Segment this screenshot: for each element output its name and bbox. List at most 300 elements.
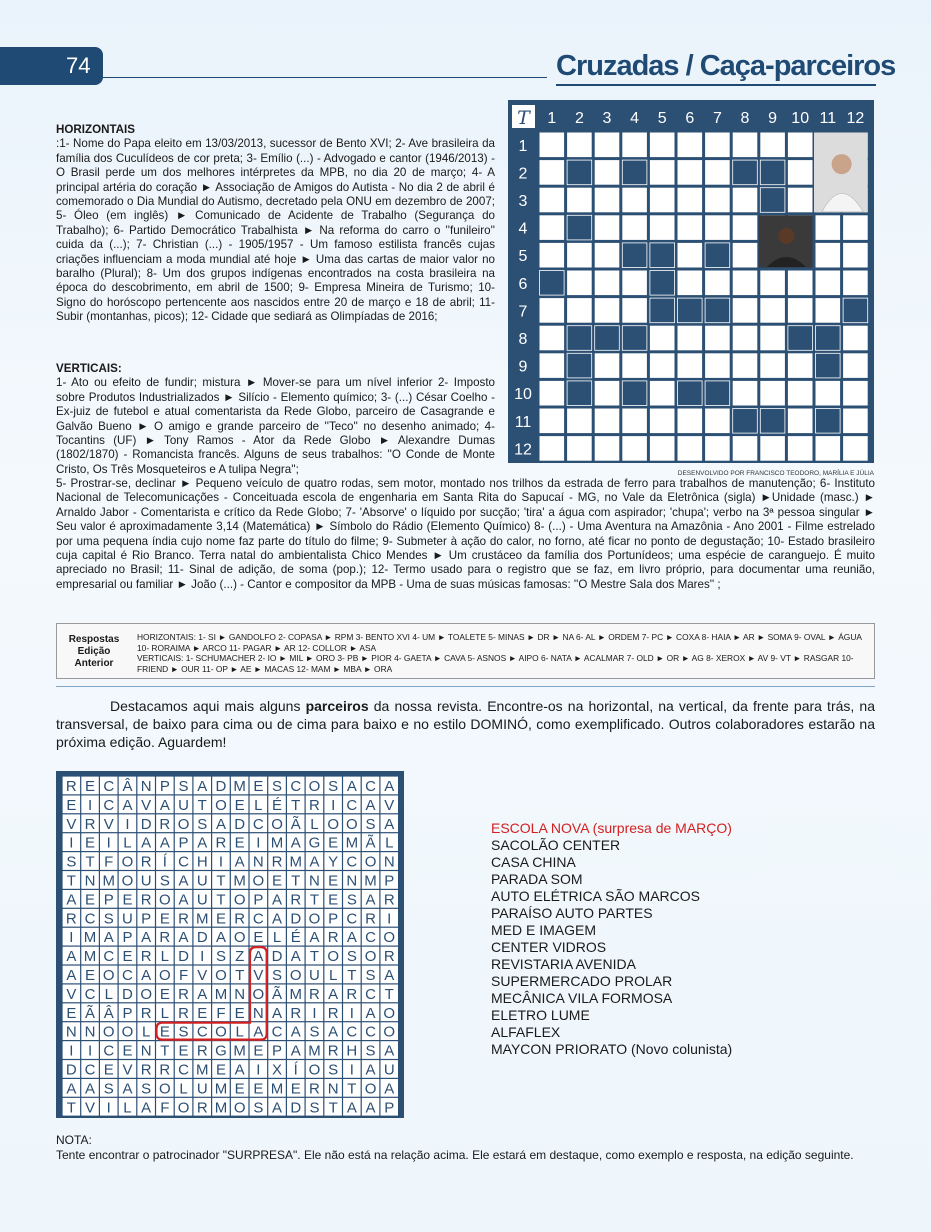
crossword-col-label: 4 (630, 110, 640, 127)
wordsearch-letter: V (103, 815, 114, 833)
wordsearch-letter: N (252, 853, 264, 871)
wordsearch-letter: N (65, 1023, 77, 1041)
crossword-cell[interactable] (595, 381, 620, 406)
wordsearch-letter: O (308, 1061, 321, 1079)
wordsearch-letter: A (365, 1099, 376, 1117)
crossword-cell[interactable] (705, 271, 730, 296)
crossword-cell[interactable] (788, 160, 813, 185)
wordsearch-letter: R (309, 1080, 320, 1098)
crossword-cell[interactable] (788, 353, 813, 378)
crossword-cell[interactable] (733, 381, 758, 406)
header-divider (103, 77, 547, 78)
wordsearch-letter: L (123, 834, 132, 852)
wordsearch-letter: A (290, 1023, 301, 1041)
wordsearch-letter: N (327, 1080, 339, 1098)
wordsearch-letter: É (272, 796, 283, 814)
crossword-cell[interactable] (540, 326, 565, 351)
wordsearch-letter: V (197, 966, 208, 984)
wordsearch-letter: D (178, 948, 189, 966)
wordsearch-letter: F (178, 966, 189, 984)
crossword-cell[interactable] (705, 188, 730, 213)
wordsearch-letter: C (365, 1023, 376, 1041)
crossword-cell[interactable] (540, 409, 565, 434)
crossword-cell[interactable] (622, 271, 647, 296)
crossword-cell[interactable] (622, 188, 647, 213)
wordsearch-letter: D (290, 1099, 302, 1117)
wordsearch-letter: V (384, 796, 395, 814)
crossword-cell[interactable] (843, 215, 868, 240)
wordsearch-letter: A (215, 929, 226, 947)
previous-answers-vertical: VERTICAIS: 1- SCHUMACHER 2- IO ► MIL ► ORO 3- PB ► PIOR 4- GAETA ► CAVA 5- ASNOS ► AIPO 6- NATA ► ACALMAR 7- OLD ► OR ► AG 8- XEROX ► AV 9- VT ► RASGAR 10- FRIEND ► OUR 11- OP ► AE ► MACAS 12- MAM ► MBA ► ORA (137, 653, 854, 674)
wordsearch-letter: R (140, 1061, 152, 1079)
crossword-black-cell (622, 243, 647, 268)
crossword-col-label: 1 (547, 110, 557, 127)
wordsearch-letter: C (84, 910, 96, 928)
crossword-cell[interactable] (567, 243, 592, 268)
wordsearch-letter: A (197, 834, 208, 852)
crossword-cell[interactable] (540, 298, 565, 323)
crossword-cell[interactable] (595, 271, 620, 296)
wordsearch-letter: U (122, 910, 133, 928)
crossword-cell[interactable] (622, 436, 647, 461)
wordsearch-letter: Í (293, 1061, 298, 1079)
crossword-cell[interactable] (540, 436, 565, 461)
crossword-cell[interactable] (595, 188, 620, 213)
wordsearch-letter: G (215, 1042, 227, 1060)
wordsearch-letter: R (140, 948, 152, 966)
crossword-cell[interactable] (843, 353, 868, 378)
wordsearch-letter: R (196, 1042, 208, 1060)
wordsearch-letter: C (346, 1023, 358, 1041)
crossword-cell[interactable] (540, 160, 565, 185)
crossword-row-label: 12 (514, 441, 532, 459)
crossword-cell[interactable] (622, 133, 647, 158)
wordsearch-letter: M (345, 834, 359, 852)
wordsearch-letter: E (234, 796, 245, 814)
wordsearch-letter: D (271, 948, 283, 966)
crossword-cell[interactable] (622, 409, 647, 434)
crossword-cell[interactable] (678, 215, 703, 240)
wordsearch-letter: U (196, 872, 208, 890)
crossword-cell[interactable] (705, 436, 730, 461)
crossword-cell[interactable] (678, 243, 703, 268)
crossword-cell[interactable] (816, 436, 841, 461)
crossword-cell[interactable] (540, 353, 565, 378)
wordsearch-letter: L (328, 966, 338, 984)
intro-text-bold: parceiros (305, 698, 369, 714)
wordsearch-letter: A (85, 1080, 96, 1098)
wordsearch-intro (56, 697, 875, 751)
crossword-cell[interactable] (622, 353, 647, 378)
crossword-logo-glyph: T (517, 107, 530, 129)
crossword-cell[interactable] (843, 409, 868, 434)
crossword-cell[interactable] (540, 243, 565, 268)
wordsearch-letter: V (122, 1061, 133, 1079)
wordsearch-letter: I (256, 1061, 261, 1079)
crossword-cell[interactable] (650, 381, 675, 406)
crossword-black-cell (678, 298, 703, 323)
crossword-cell[interactable] (788, 133, 813, 158)
wordsearch-letter: D (122, 985, 133, 1003)
crossword-cell[interactable] (678, 326, 703, 351)
wordsearch-letter: P (253, 891, 264, 909)
wordsearch-letter: O (327, 948, 339, 966)
wordsearch-letter: M (214, 985, 228, 1003)
crossword-cell[interactable] (595, 215, 620, 240)
wordsearch-letter: A (272, 1004, 283, 1022)
wordsearch-letter: A (272, 910, 283, 928)
crossword-cell[interactable] (678, 409, 703, 434)
sponsor-item: ESCOLA NOVA (surpresa de MARÇO) (491, 820, 732, 836)
wordsearch-letter: C (103, 777, 115, 795)
wordsearch-letter: S (215, 948, 226, 966)
wordsearch-letter: S (328, 1061, 339, 1079)
crossword-cell[interactable] (705, 409, 730, 434)
vertical-clues (56, 362, 495, 477)
crossword-cell[interactable] (678, 271, 703, 296)
crossword-row-label: 3 (518, 193, 528, 210)
crossword-cell[interactable] (678, 160, 703, 185)
wordsearch-letter: A (253, 948, 264, 966)
crossword-col-label: 8 (740, 110, 750, 127)
crossword-black-cell (705, 298, 730, 323)
crossword-cell[interactable] (540, 381, 565, 406)
wordsearch-letter: U (309, 966, 320, 984)
wordsearch-letter: A (197, 985, 208, 1003)
crossword-cell[interactable] (733, 298, 758, 323)
crossword-cell[interactable] (650, 409, 675, 434)
wordsearch-letter: R (346, 985, 358, 1003)
crossword-black-cell (760, 160, 785, 185)
sponsor-item: PARAÍSO AUTO PARTES (491, 905, 653, 921)
crossword-cell[interactable] (816, 381, 841, 406)
wordsearch-letter: C (84, 985, 96, 1003)
wordsearch-letter: T (66, 872, 76, 890)
crossword-cell[interactable] (816, 243, 841, 268)
wordsearch-letter: X (272, 1061, 283, 1079)
wordsearch-letter: A (215, 815, 226, 833)
wordsearch-letter: T (235, 966, 245, 984)
wordsearch-letter: Â (103, 1004, 114, 1022)
wordsearch-letter: A (141, 1099, 152, 1117)
wordsearch-letter: S (365, 1042, 376, 1060)
crossword-col-label: 12 (846, 110, 865, 127)
wordsearch-letter: M (196, 910, 209, 928)
wordsearch-letter: R (178, 910, 189, 928)
crossword-cell[interactable] (678, 353, 703, 378)
nota-label: NOTA: (56, 1133, 92, 1147)
nota (56, 1133, 875, 1163)
crossword-cell[interactable] (595, 409, 620, 434)
crossword-cell[interactable] (843, 326, 868, 351)
wordsearch-letter: Ã (290, 815, 301, 833)
crossword-cell[interactable] (650, 160, 675, 185)
crossword-cell[interactable] (650, 326, 675, 351)
crossword-cell[interactable] (843, 381, 868, 406)
previous-answers-horizontal: HORIZONTAIS: 1- SI ► GANDOLFO 2- COPASA ► RPM 3- BENTO XVI 4- UM ► TOALETE 5- MINAS ► DR ► NA 6- AL ► ORDEM 7- PC ► COXA 8- HAIA ► AR ► SOMA 9- OVAL ► ÁGUA 10- RORAIMA ► ARCO 11- PAGAR ► AR 12- COLLOR ► ASA (137, 632, 862, 653)
wordsearch-letter: O (327, 815, 339, 833)
crossword-cell[interactable] (705, 160, 730, 185)
crossword-cell[interactable] (705, 353, 730, 378)
wordsearch-letter: R (178, 985, 189, 1003)
wordsearch-letter: A (141, 929, 152, 947)
wordsearch-letter: O (159, 1080, 171, 1098)
pope-photo (814, 133, 868, 213)
crossword-cell[interactable] (788, 409, 813, 434)
wordsearch-letter: T (347, 966, 357, 984)
wordsearch-letter: C (178, 1061, 189, 1079)
wordsearch-letter: U (383, 1061, 395, 1079)
crossword-cell[interactable] (733, 436, 758, 461)
wordsearch-letter: A (178, 929, 189, 947)
wordsearch-letter: N (383, 853, 395, 871)
crossword-black-cell (816, 326, 841, 351)
crossword-cell[interactable] (650, 353, 675, 378)
wordsearch-letter: A (290, 834, 301, 852)
crossword-cell[interactable] (788, 436, 813, 461)
crossword-cell[interactable] (650, 436, 675, 461)
wordsearch-letter: A (234, 853, 245, 871)
wordsearch-letter: I (200, 948, 205, 966)
wordsearch-letter: E (197, 1004, 208, 1022)
crossword-cell[interactable] (788, 271, 813, 296)
wordsearch-letter: C (103, 948, 115, 966)
wordsearch-letter: P (159, 777, 170, 795)
wordsearch-letter: E (272, 872, 283, 890)
wordsearch-letter: L (160, 948, 170, 966)
previous-answers-text (137, 632, 867, 674)
wordsearch-letter: I (256, 834, 261, 852)
wordsearch-letter: E (103, 1061, 114, 1079)
wordsearch-letter: C (103, 1042, 115, 1060)
crossword-cell[interactable] (622, 215, 647, 240)
wordsearch-letter: E (159, 985, 170, 1003)
crossword-cell[interactable] (595, 436, 620, 461)
wordsearch-letter: A (384, 966, 395, 984)
wordsearch-letter: I (349, 1004, 354, 1022)
horizontal-heading: HORIZONTAIS (56, 123, 136, 136)
wordsearch-letter: S (253, 1099, 264, 1117)
horizontal-clues (56, 123, 495, 325)
wordsearch-letter: I (69, 1042, 74, 1060)
crossword-cell[interactable] (567, 436, 592, 461)
crossword-black-cell (650, 298, 675, 323)
crossword-cell[interactable] (733, 243, 758, 268)
crossword-cell[interactable] (650, 215, 675, 240)
wordsearch-letter: A (346, 1099, 357, 1117)
wordsearch-letter: S (328, 777, 339, 795)
wordsearch-letter: A (309, 929, 320, 947)
previous-answers-label: Respostas Edição Anterior (68, 634, 120, 669)
wordsearch-letter: A (328, 985, 339, 1003)
wordsearch-letter: E (215, 1061, 226, 1079)
wordsearch-letter: N (140, 1042, 152, 1060)
crossword-cell[interactable] (816, 298, 841, 323)
wordsearch-letter: E (85, 891, 96, 909)
crossword-cell[interactable] (595, 243, 620, 268)
crossword-cell[interactable] (650, 133, 675, 158)
crossword-cell[interactable] (567, 188, 592, 213)
crossword-cell[interactable] (843, 243, 868, 268)
crossword-black-cell (760, 188, 785, 213)
crossword-cell[interactable] (705, 326, 730, 351)
wordsearch-letter: R (309, 985, 320, 1003)
wordsearch-letter: R (140, 891, 152, 909)
wordsearch-letter: Ã (365, 834, 376, 852)
wordsearch-letter: P (384, 872, 395, 890)
wordsearch-letter: O (233, 1099, 246, 1117)
wordsearch-letter: A (365, 891, 376, 909)
crossword-cell[interactable] (540, 215, 565, 240)
crossword-cell[interactable] (678, 188, 703, 213)
wordsearch-letter: R (84, 815, 96, 833)
wordsearch-letter: S (309, 1099, 320, 1117)
wordsearch-letter: O (215, 966, 227, 984)
wordsearch-letter: A (178, 891, 189, 909)
crossword-cell[interactable] (816, 215, 841, 240)
wordsearch-letter: R (290, 891, 302, 909)
wordsearch-letter: Â (122, 777, 133, 795)
wordsearch-letter: C (178, 853, 189, 871)
wordsearch-letter: R (365, 910, 376, 928)
wordsearch-letter: N (140, 777, 152, 795)
crossword-cell[interactable] (816, 271, 841, 296)
crossword-cell[interactable] (733, 353, 758, 378)
wordsearch-letter: A (253, 1023, 264, 1041)
crossword-cell[interactable] (678, 436, 703, 461)
crossword-black-cell (540, 271, 565, 296)
wordsearch-letter: S (346, 891, 357, 909)
wordsearch-letter: L (254, 796, 263, 814)
wordsearch-letter: E (85, 834, 96, 852)
wordsearch-letter: A (346, 777, 357, 795)
wordsearch-letter: C (271, 1023, 283, 1041)
singer-photo (759, 215, 813, 267)
crossword-cell[interactable] (760, 353, 785, 378)
crossword-cell[interactable] (733, 326, 758, 351)
wordsearch-letter: R (65, 777, 77, 795)
wordsearch-letter: A (365, 1004, 376, 1022)
wordsearch-letter: A (346, 929, 357, 947)
crossword-cell[interactable] (678, 133, 703, 158)
wordsearch-letter: C (290, 777, 302, 795)
wordsearch-letter: I (106, 834, 111, 852)
crossword-black-cell (760, 409, 785, 434)
crossword-cell[interactable] (567, 271, 592, 296)
wordsearch-letter: N (234, 985, 246, 1003)
vertical-clues-continued: 5- Prostrar-se, declinar ► Pequeno veículo de quatro rodas, sem motor, montado nos trilhos da estrada de ferro para trabalhos de manutenção; 6- Instituto Nacional de Telecomunicações - Conceituada escola de engenharia em Santa Rita do Sapucaí - MG, no Vale da Eletrônica (sigla) ►Unidade (masc.) ► Arnaldo Jabor - Comentarista e crítico da Rede Globo; 7- 'Absorve' o líquido por sucção; 'tira' a água com aspirador; 'chupa'; verbo na 3ª pessoa singular ► Seu valor é aproximadamente 3,14 (Matemática) ► Símbolo do Rádio (Elemento Químico) 8- (...) - Uma Aventura na Amazônia - Ano 2001 - Filme estrelado por uma pequena índia cujo nome faz parte do título do filme; 9- Submeter à ação do calor, no forno, até ficar no ponto de degustação; 10- Estado brasileiro cuja capital é Rio Branco. Terra natal do ambientalista Chico Mendes ► Um crustáceo da família dos Portunídeos; uma espécie de caranguejo. É muito apreciado no Brasil; 11- Sinal de adição, de soma (pop.); 12- Termo usado para o registro que se faz, em livro próprio, para documentar uma reunião, empresarial ou familiar ► João (...) - Cantor e compositor da MPB - Uma de suas músicas famosas: ''O Mestre Sala dos Mares'' ; (56, 477, 875, 591)
crossword-cell[interactable] (788, 381, 813, 406)
wordsearch-letter: I (312, 1004, 317, 1022)
crossword-cell[interactable] (622, 298, 647, 323)
wordsearch-letter: L (123, 1099, 132, 1117)
crossword-black-cell (650, 243, 675, 268)
crossword-cell[interactable] (733, 188, 758, 213)
crossword-cell[interactable] (540, 133, 565, 158)
crossword-cell[interactable] (733, 133, 758, 158)
crossword-cell[interactable] (760, 381, 785, 406)
wordsearch-letter: A (66, 891, 77, 909)
crossword-cell[interactable] (760, 271, 785, 296)
crossword-cell[interactable] (567, 409, 592, 434)
wordsearch-letter: S (178, 777, 189, 795)
wordsearch-letter: S (66, 853, 77, 871)
wordsearch-letter: M (214, 1080, 228, 1098)
wordsearch-letter: E (122, 1042, 133, 1060)
wordsearch-letter: A (141, 966, 152, 984)
wordsearch-letter: N (309, 872, 320, 890)
wordsearch-letter: E (122, 891, 133, 909)
wordsearch-letter: E (85, 966, 96, 984)
crossword-cell[interactable] (733, 215, 758, 240)
wordsearch-letter: S (178, 1023, 189, 1041)
crossword-cell[interactable] (788, 298, 813, 323)
wordsearch-letter: L (179, 1080, 188, 1098)
crossword-cell[interactable] (595, 133, 620, 158)
crossword-cell[interactable] (788, 188, 813, 213)
wordsearch-letter: S (365, 815, 376, 833)
crossword-black-cell (622, 326, 647, 351)
crossword-cell[interactable] (760, 326, 785, 351)
wordsearch-letter: S (272, 966, 283, 984)
crossword-cell[interactable] (843, 436, 868, 461)
wordsearch-letter: I (331, 796, 336, 814)
wordsearch-letter: T (347, 1080, 357, 1098)
wordsearch-letter: E (253, 777, 264, 795)
crossword-black-cell (567, 381, 592, 406)
crossword-cell[interactable] (733, 271, 758, 296)
sponsor-item: MECÂNICA VILA FORMOSA (491, 990, 673, 1006)
wordsearch-letter: I (69, 834, 74, 852)
crossword-black-cell (567, 160, 592, 185)
wordsearch-letter: M (83, 929, 97, 947)
crossword-cell[interactable] (595, 298, 620, 323)
wordsearch-letter: A (178, 872, 189, 890)
crossword-cell[interactable] (595, 353, 620, 378)
wordsearch-letter: O (308, 910, 321, 928)
crossword-cell[interactable] (705, 215, 730, 240)
wordsearch-letter: A (66, 966, 77, 984)
wordsearch-letter: I (218, 853, 224, 871)
crossword-cell[interactable] (540, 188, 565, 213)
crossword-cell[interactable] (760, 298, 785, 323)
crossword-cell[interactable] (650, 188, 675, 213)
wordsearch-letter: C (365, 985, 376, 1003)
wordsearch-letter: O (102, 1023, 115, 1041)
crossword-cell[interactable] (595, 160, 620, 185)
wordsearch-letter: E (159, 1023, 170, 1041)
crossword-cell[interactable] (567, 133, 592, 158)
crossword-cell[interactable] (705, 133, 730, 158)
crossword-cell[interactable] (760, 436, 785, 461)
wordsearch-letter: R (178, 1004, 189, 1022)
wordsearch-letter: N (346, 872, 358, 890)
crossword-cell[interactable] (760, 133, 785, 158)
wordsearch-letter: O (159, 891, 171, 909)
wordsearch-letter: T (160, 1042, 170, 1060)
wordsearch-letter: M (83, 948, 97, 966)
crossword-cell[interactable] (567, 298, 592, 323)
wordsearch-letter: M (289, 853, 302, 871)
wordsearch-letter: A (197, 777, 208, 795)
crossword-col-label: 6 (685, 110, 695, 127)
wordsearch-letter: L (235, 1023, 244, 1041)
crossword-col-label: 5 (657, 110, 667, 127)
wordsearch-letter: O (233, 891, 246, 909)
crossword-cell[interactable] (843, 271, 868, 296)
wordsearch-letter: I (87, 1042, 93, 1060)
crossword-black-cell (650, 271, 675, 296)
